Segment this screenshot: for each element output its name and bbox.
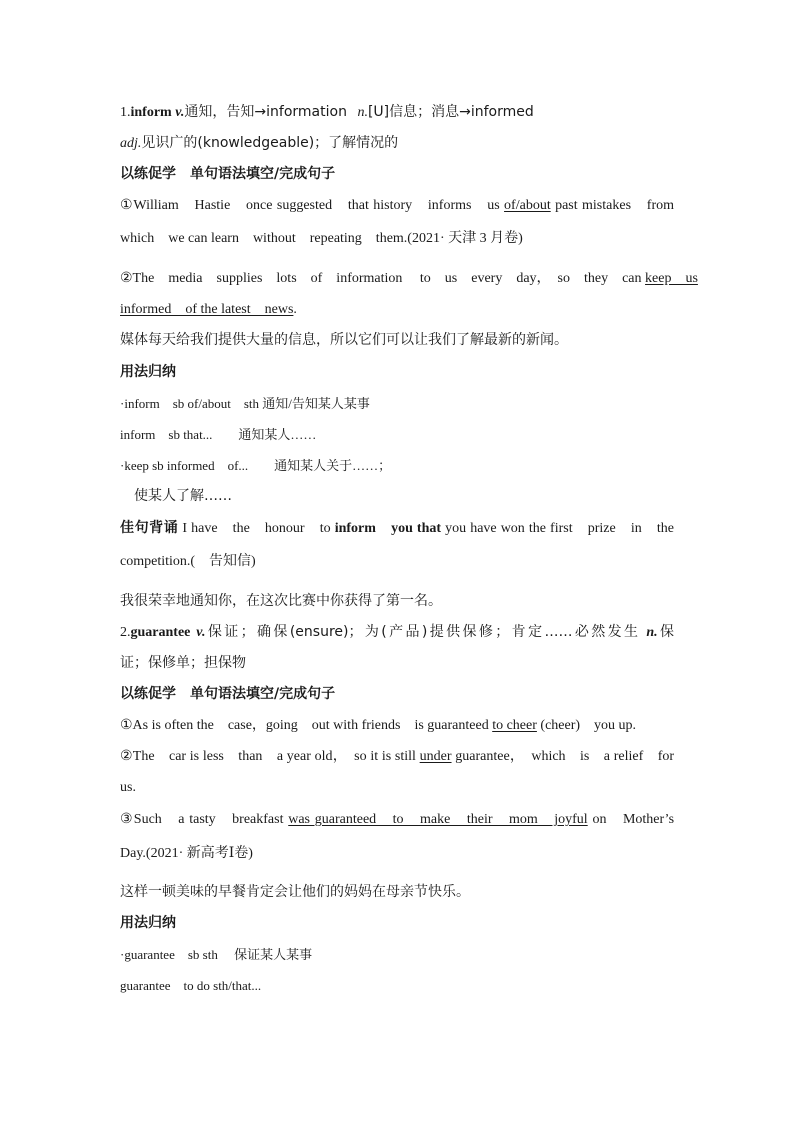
example-sentence-cont: us.: [120, 780, 136, 795]
usage-heading: 用法归纳: [120, 915, 176, 931]
entry-inform-adj: [120, 134, 674, 153]
entry-number: 1.: [120, 105, 131, 120]
answer-blank: of/about: [504, 198, 551, 213]
usage-item: 使某人了解……: [120, 488, 232, 504]
usage-item: ·keep sb informed of... 通知某人关于……；: [120, 458, 392, 473]
usage-item: guarantee to do sth/that...: [120, 978, 262, 993]
translation: 这样一顿美味的早餐肯定会让他们的妈妈在母亲节快乐。: [120, 884, 470, 900]
part-of-speech: n.: [646, 625, 658, 640]
example-sentence-cont: informed of the latest news.: [120, 302, 297, 317]
meaning: 保证；确保(ensure)；为(产品)提供保修；肯定……必然发生: [205, 624, 641, 640]
answer-blank: informed of the latest news: [120, 302, 294, 317]
meaning: [U]信息；消息→informed: [367, 104, 534, 120]
translation: 我很荣幸地通知你，在这次比赛中你获得了第一名。: [120, 593, 442, 609]
headword: guarantee: [130, 625, 191, 640]
entry-guarantee-header: 2.guarantee v.保证；确保(ensure)；为(产品)提供保修；肯定……必然发生 n.保: [120, 624, 674, 640]
entry-number: 2.: [120, 625, 131, 640]
key-phrase: inform you that: [334, 521, 442, 536]
part-of-speech: adj.: [120, 136, 142, 151]
meaning: 通知，告知→information: [184, 104, 347, 120]
answer-blank: keep us: [645, 271, 698, 286]
answer-blank: to cheer: [492, 718, 537, 733]
usage-heading: 用法归纳: [120, 364, 176, 380]
translation: 媒体每天给我们提供大量的信息，所以它们可以让我们了解最新的新闻。: [120, 332, 568, 348]
headword: inform: [130, 105, 172, 120]
example-sentence-cont: Day.(2021· 新高考Ⅰ卷): [120, 846, 253, 861]
part-of-speech: v.: [196, 625, 206, 640]
example-sentence-cont: which we can learn without repeating them.(2021· 天津 3 月卷): [120, 231, 523, 246]
entry-inform-header: [120, 103, 674, 122]
usage-item: inform sb that... 通知某人……: [120, 427, 317, 442]
example-sentence: ①William Hastie once suggested that history informs us of/about past mistakes from: [120, 198, 675, 213]
example-sentence: ③Such a tasty breakfast was guaranteed to make their mom joyful on Mother’s: [120, 812, 675, 827]
meaning: 见识广的(knowledgeable)；了解情况的: [141, 135, 399, 151]
example-sentence: ②The car is less than a year old， so it is still under guarantee， which is a relief for: [120, 749, 675, 764]
part-of-speech: v.: [175, 105, 185, 120]
good-sentence-heading: 佳句背诵: [120, 520, 179, 536]
good-sentence-cont: competition.( 告知信): [120, 554, 256, 569]
practice-heading: 以练促学 单句语法填空/完成句子: [120, 686, 336, 702]
answer-blank: was guaranteed to make their mom joyful: [288, 812, 588, 827]
meaning-cont: 证；保修单；担保物: [120, 655, 246, 671]
example-sentence: ①As is often the case，going out with friends is guaranteed to cheer (cheer) you up.: [120, 718, 637, 733]
example-sentence: ②The media supplies lots of information to us every day， so they can keep us: [120, 271, 698, 286]
usage-item: ·guarantee sb sth 保证某人某事: [120, 947, 313, 962]
usage-item: ·inform sb of/about sth 通知/告知某人某事: [120, 396, 370, 411]
answer-blank: under: [419, 749, 452, 764]
good-sentence: 佳句背诵 I have the honour to inform you that you have won the first prize in the: [120, 520, 675, 536]
part-of-speech: n.: [357, 105, 368, 120]
practice-heading: 以练促学 单句语法填空/完成句子: [120, 166, 336, 182]
